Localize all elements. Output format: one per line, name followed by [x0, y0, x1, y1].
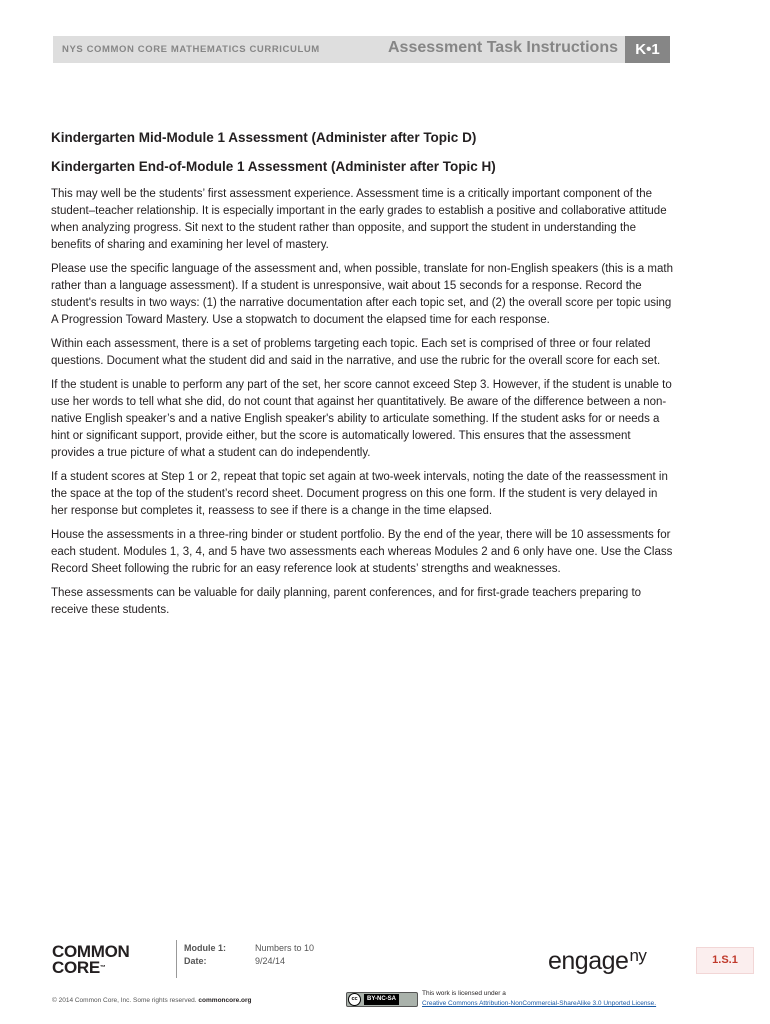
- engage-text: engage: [548, 947, 629, 975]
- copyright-text: © 2014 Common Core, Inc. Some rights reserved.: [52, 997, 197, 1004]
- ny-text: ny: [629, 946, 647, 965]
- paragraph: Please use the specific language of the assessment and, when possible, translate for non-English speakers (this is a math rather than a language assessment). If a student is unresponsive, wait about 15 seconds for a response. Record the student's results in two ways: (1) the narrative documentation after each topic set, and (2) the overall score per topic using A Progression Toward Mastery. Use a stopwatch to document the elapsed time for each response.: [51, 263, 673, 326]
- cc-license-type: BY-NC-SA: [364, 994, 399, 1005]
- license-link[interactable]: Creative Commons Attribution-NonCommercial-ShareAlike 3.0 Unported License.: [422, 1000, 657, 1007]
- page-footer: [0, 930, 770, 1024]
- paragraph: If the student is unable to perform any part of the set, her score cannot exceed Step 3. However, if the student is unable to use her words to tell what she did, do not count that against her quantitatively. Be aware of the difference between a non-native English speaker’s and a native English speaker's ability to articulate something. If the student asks for or needs a hint or significant support, provide either, but the score is automatically lowered. This ensures that the assessment provides a true picture of what a student can do independently.: [51, 379, 672, 459]
- end-module-heading: Kindergarten End-of-Module 1 Assessment (Administer after Topic H): [51, 159, 496, 174]
- date-label: Date:: [184, 956, 207, 966]
- footer-divider: [176, 940, 177, 978]
- curriculum-title: NYS COMMON CORE MATHEMATICS CURRICULUM: [62, 44, 320, 55]
- module-label: Module 1:: [184, 943, 226, 953]
- date-value: 9/24/14: [255, 956, 286, 966]
- page-number: 1.S.1: [696, 947, 754, 974]
- creative-commons-badge: [346, 992, 418, 1007]
- copyright-site: commoncore.org: [198, 997, 252, 1004]
- copyright-notice: [52, 997, 252, 1004]
- paragraph: House the assessments in a three-ring binder or student portfolio. By the end of the year, there will be 10 assessments for each student. Modules 1, 3, 4, and 5 have two assessments each whereas Modules 2 and 6 only have one. Use the Class Record Sheet following the rubric for an easy reference look at students’ strengths and weaknesses.: [51, 529, 673, 575]
- common-core-logo: [52, 944, 130, 976]
- module-value: Numbers to 10: [255, 943, 315, 953]
- paragraph: These assessments can be valuable for daily planning, parent conferences, and for first-grade teachers preparing to receive these students.: [51, 587, 642, 616]
- trademark-mark: ™: [99, 965, 106, 971]
- license-intro: This work is licensed under a: [422, 990, 506, 997]
- section-title: Assessment Task Instructions: [387, 39, 618, 56]
- paragraph: If a student scores at Step 1 or 2, repeat that topic set again at two-week intervals, noting the date of the reassessment in the space at the top of the student’s record sheet. Document progress on this one form. If the student is very delayed in her response but completes it, reassess to see if there is a change in the time elapsed.: [51, 471, 668, 517]
- paragraph: Within each assessment, there is a set of problems targeting each topic. Each set is comprised of three or four related questions. Document what the student did and said in the narrative, and use the rubric for the overall score for each set.: [51, 338, 661, 367]
- logo-line-1: COMMON: [52, 942, 130, 961]
- page-header: [53, 36, 670, 63]
- cc-icon: cc: [348, 993, 361, 1006]
- mid-module-heading: Kindergarten Mid-Module 1 Assessment (Administer after Topic D): [51, 130, 477, 145]
- document-body: [51, 130, 676, 626]
- grade-module-badge: K•1: [625, 36, 670, 63]
- logo-line-2: CORE: [52, 958, 100, 977]
- engageny-logo: [548, 946, 646, 976]
- paragraph: This may well be the students’ first assessment experience. Assessment time is a critically important component of the student–teacher relationship. It is especially important in the early grades to establish a positive and collaborative attitude when analyzing progress. Sit next to the student rather than opposite, and support the student in understanding the benefits of sharing and examining her level of mastery.: [51, 188, 667, 251]
